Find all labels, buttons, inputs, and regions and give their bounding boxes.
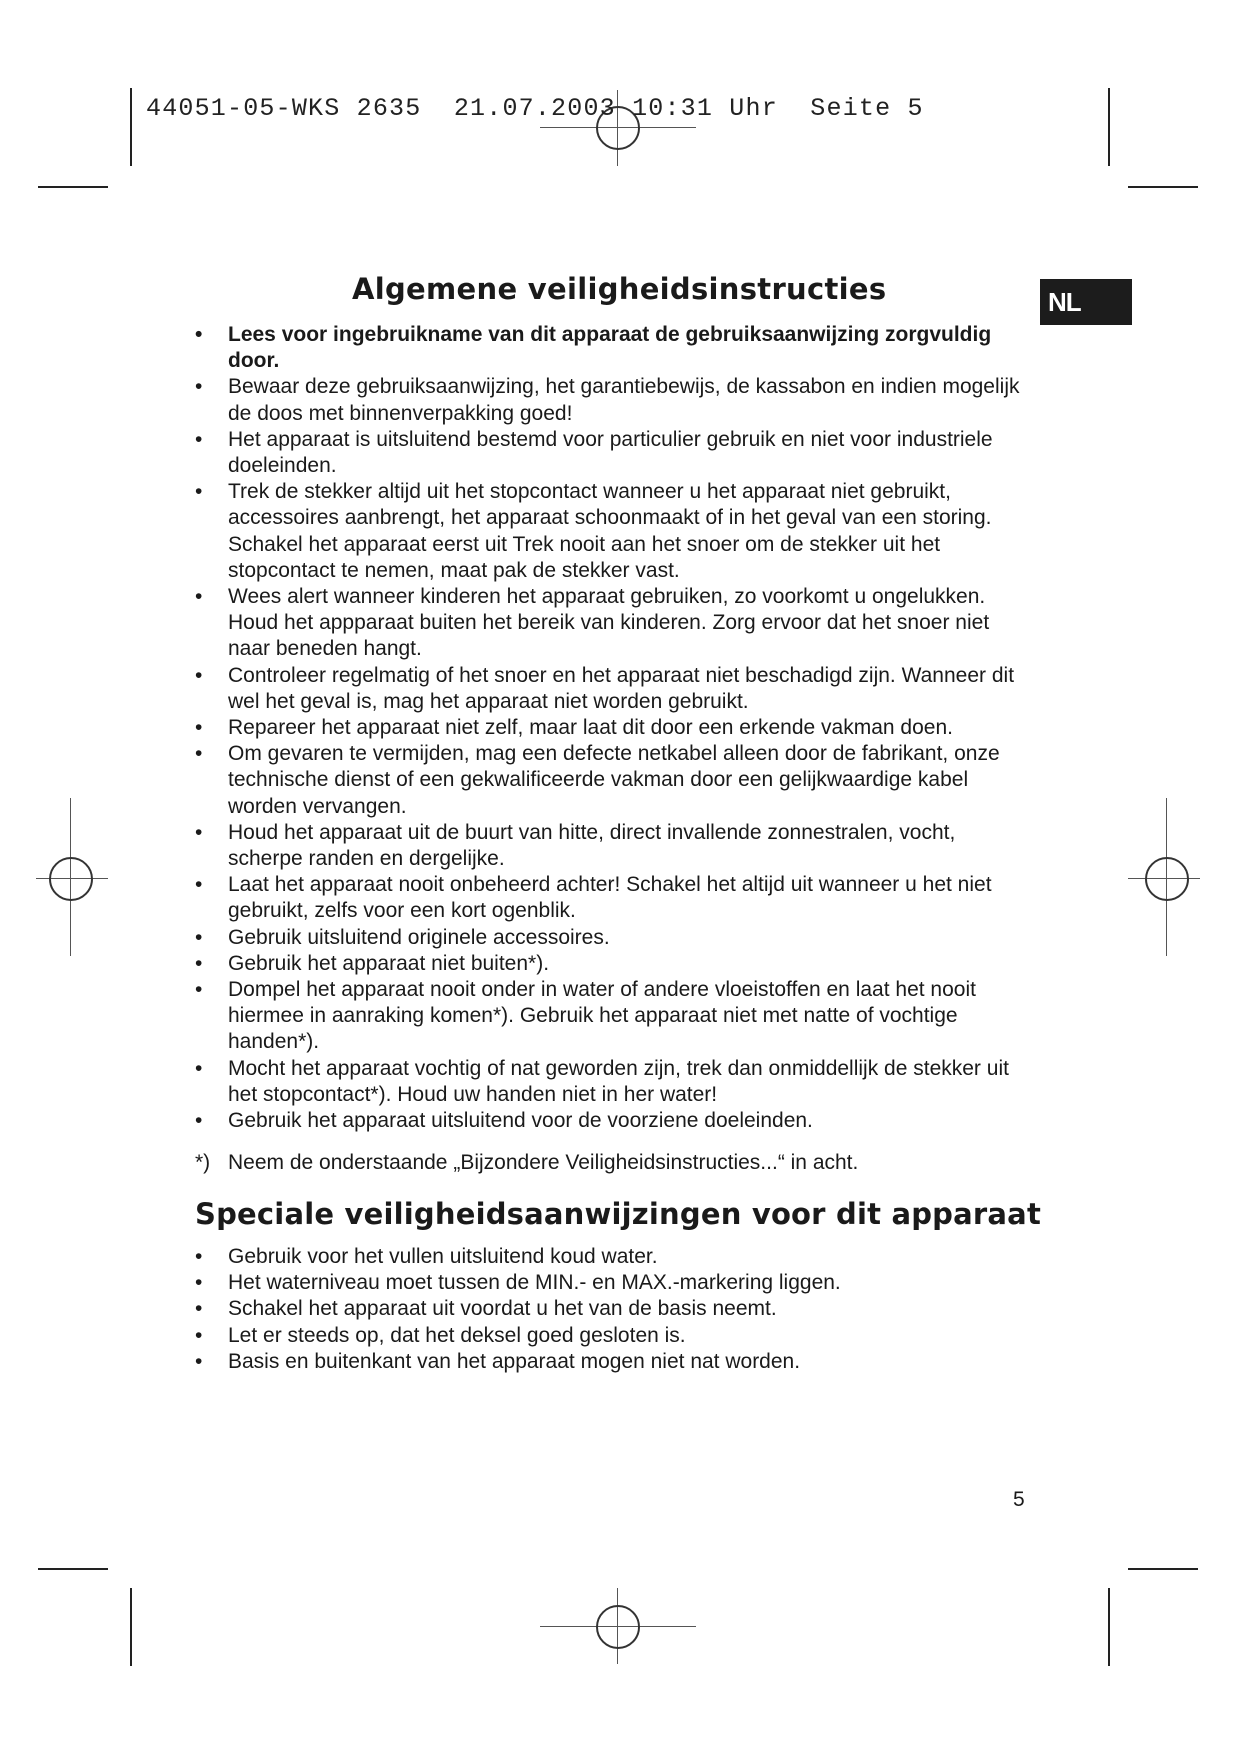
bullet: •: [195, 1271, 203, 1295]
list-item-text: Dompel het apparaat nooit onder in water of andere vloeistoffen en laat het nooit hiermee in aanraking komen*). Gebruik het apparaat niet met natte of vochtige handen*).: [228, 978, 976, 1054]
list-item: [195, 1296, 1035, 1322]
list-item: [195, 1349, 1035, 1375]
crop-mark: [38, 186, 108, 188]
list-item-text: Laat het apparaat nooit onbeheerd achter! Schakel het altijd uit wanneer u het niet gebruikt, zelfs voor een kort ogenblik.: [228, 873, 992, 923]
bullet: •: [195, 1349, 203, 1373]
list-item: [195, 374, 1035, 426]
print-slug: 44051-05-WKS 2635 21.07.2003 10:31 Uhr Seite 5: [146, 94, 924, 123]
crop-mark: [1108, 88, 1110, 166]
list-item: [195, 427, 1035, 479]
list-item: [195, 663, 1035, 715]
list-item: [195, 977, 1035, 1056]
bullet: •: [195, 1245, 203, 1268]
list-item-text: Houd het apparaat uit de buurt van hitte, direct invallende zonnestralen, vocht, scherpe randen en dergelijke.: [228, 820, 956, 871]
bullet: •: [195, 925, 203, 949]
bullet: •: [195, 1109, 203, 1133]
list-item: [195, 741, 1035, 820]
bullet: •: [195, 951, 203, 975]
list-item: [195, 1244, 1035, 1270]
section-title-special: Speciale veiligheidsaanwijzingen voor dit apparaat: [195, 1197, 1042, 1231]
list-item-text: Gebruik uitsluitend originele accessoires.: [228, 925, 610, 949]
list-item: [195, 1270, 1035, 1296]
bullet: •: [195, 375, 203, 399]
special-safety-list: [195, 1244, 1035, 1375]
list-item: [195, 479, 1035, 584]
footnote: [195, 1150, 858, 1176]
list-item: [195, 951, 1035, 977]
section-title-general: Algemene veiligheidsinstructies: [352, 272, 887, 306]
bullet: •: [195, 1056, 203, 1080]
crop-mark: [1128, 186, 1198, 188]
footnote-mark: *): [195, 1151, 211, 1174]
bullet: •: [195, 480, 203, 504]
list-item-text: Wees alert wanneer kinderen het apparaat gebruiken, zo voorkomt u ongelukken. Houd het appparaat buiten het bereik van kinderen. Zorg ervoor dat het snoer niet naar beneden hangt.: [228, 585, 990, 661]
crop-mark: [1128, 1568, 1198, 1570]
bullet: •: [195, 1297, 203, 1321]
list-item-text: Controleer regelmatig of het snoer en het apparaat niet beschadigd zijn. Wanneer dit wel het geval is, mag het apparaat niet worden gebruikt.: [228, 663, 1015, 713]
list-item-text: Lees voor ingebruikname van dit apparaat de gebruiksaanwijzing zorgvuldig door.: [228, 323, 992, 373]
list-item: [195, 715, 1035, 741]
list-item-text: Schakel het apparaat uit voordat u het van de basis neemt.: [228, 1297, 777, 1321]
list-item: [195, 322, 1035, 374]
crop-mark: [130, 88, 132, 166]
bullet: •: [195, 716, 203, 740]
list-item-text: Basis en buitenkant van het apparaat mogen niet nat worden.: [228, 1349, 801, 1373]
list-item: [195, 820, 1035, 872]
bullet: •: [195, 1323, 203, 1347]
list-item: [195, 584, 1035, 663]
list-item-text: Gebruik voor het vullen uitsluitend koud water.: [228, 1245, 658, 1268]
bullet: •: [195, 585, 203, 609]
list-item-text: Gebruik het apparaat niet buiten*).: [228, 951, 550, 975]
bullet: •: [195, 820, 203, 844]
list-item: [195, 1108, 1035, 1134]
list-item: [195, 925, 1035, 951]
list-item: [195, 1323, 1035, 1349]
crop-mark: [38, 1568, 108, 1570]
bullet: •: [195, 663, 203, 687]
list-item-text: Mocht het apparaat vochtig of nat geworden zijn, trek dan onmiddellijk de stekker uit het stopcontact*). Houd uw handen niet in her water!: [228, 1056, 1009, 1106]
list-item-text: Om gevaren te vermijden, mag een defecte netkabel alleen door de fabrikant, onze technische dienst of een gekwalificeerde vakman door een gelijkwaardige kabel worden vervangen.: [228, 742, 1000, 818]
bullet: •: [195, 978, 203, 1002]
general-safety-list: [195, 322, 1035, 1134]
language-badge: NL: [1040, 279, 1132, 325]
crop-mark: [130, 1588, 132, 1666]
list-item-text: Het waterniveau moet tussen de MIN.- en MAX.-markering liggen.: [228, 1271, 841, 1295]
list-item-text: Bewaar deze gebruiksaanwijzing, het garantiebewijs, de kassabon en indien mogelijk de doos met binnenverpakking goed!: [228, 375, 1020, 425]
bullet: •: [195, 427, 203, 451]
bullet: •: [195, 742, 203, 766]
list-item-text: Repareer het apparaat niet zelf, maar laat dit door een erkende vakman doen.: [228, 716, 953, 740]
list-item-text: Het apparaat is uitsluitend bestemd voor particulier gebruik en niet voor industriele doeleinden.: [228, 427, 993, 478]
crop-mark: [1108, 1588, 1110, 1666]
page-number: 5: [1013, 1488, 1025, 1511]
bullet: •: [195, 323, 203, 346]
list-item: [195, 872, 1035, 924]
footnote-text: Neem de onderstaande „Bijzondere Veiligheidsinstructies...“ in acht.: [228, 1151, 859, 1174]
list-item-text: Gebruik het apparaat uitsluitend voor de voorziene doeleinden.: [228, 1109, 813, 1133]
list-item-text: Trek de stekker altijd uit het stopcontact wanneer u het apparaat niet gebruikt, accessoires aanbrengt, het apparaat schoonmaakt of in het geval van een storing. Schakel het apparaat eerst uit Trek nooit aan het snoer om de stekker uit het stopcontact te nemen, maat pak de stekker vast.: [228, 480, 992, 582]
list-item-text: Let er steeds op, dat het deksel goed gesloten is.: [228, 1323, 686, 1347]
bullet: •: [195, 873, 203, 897]
list-item: [195, 1056, 1035, 1108]
